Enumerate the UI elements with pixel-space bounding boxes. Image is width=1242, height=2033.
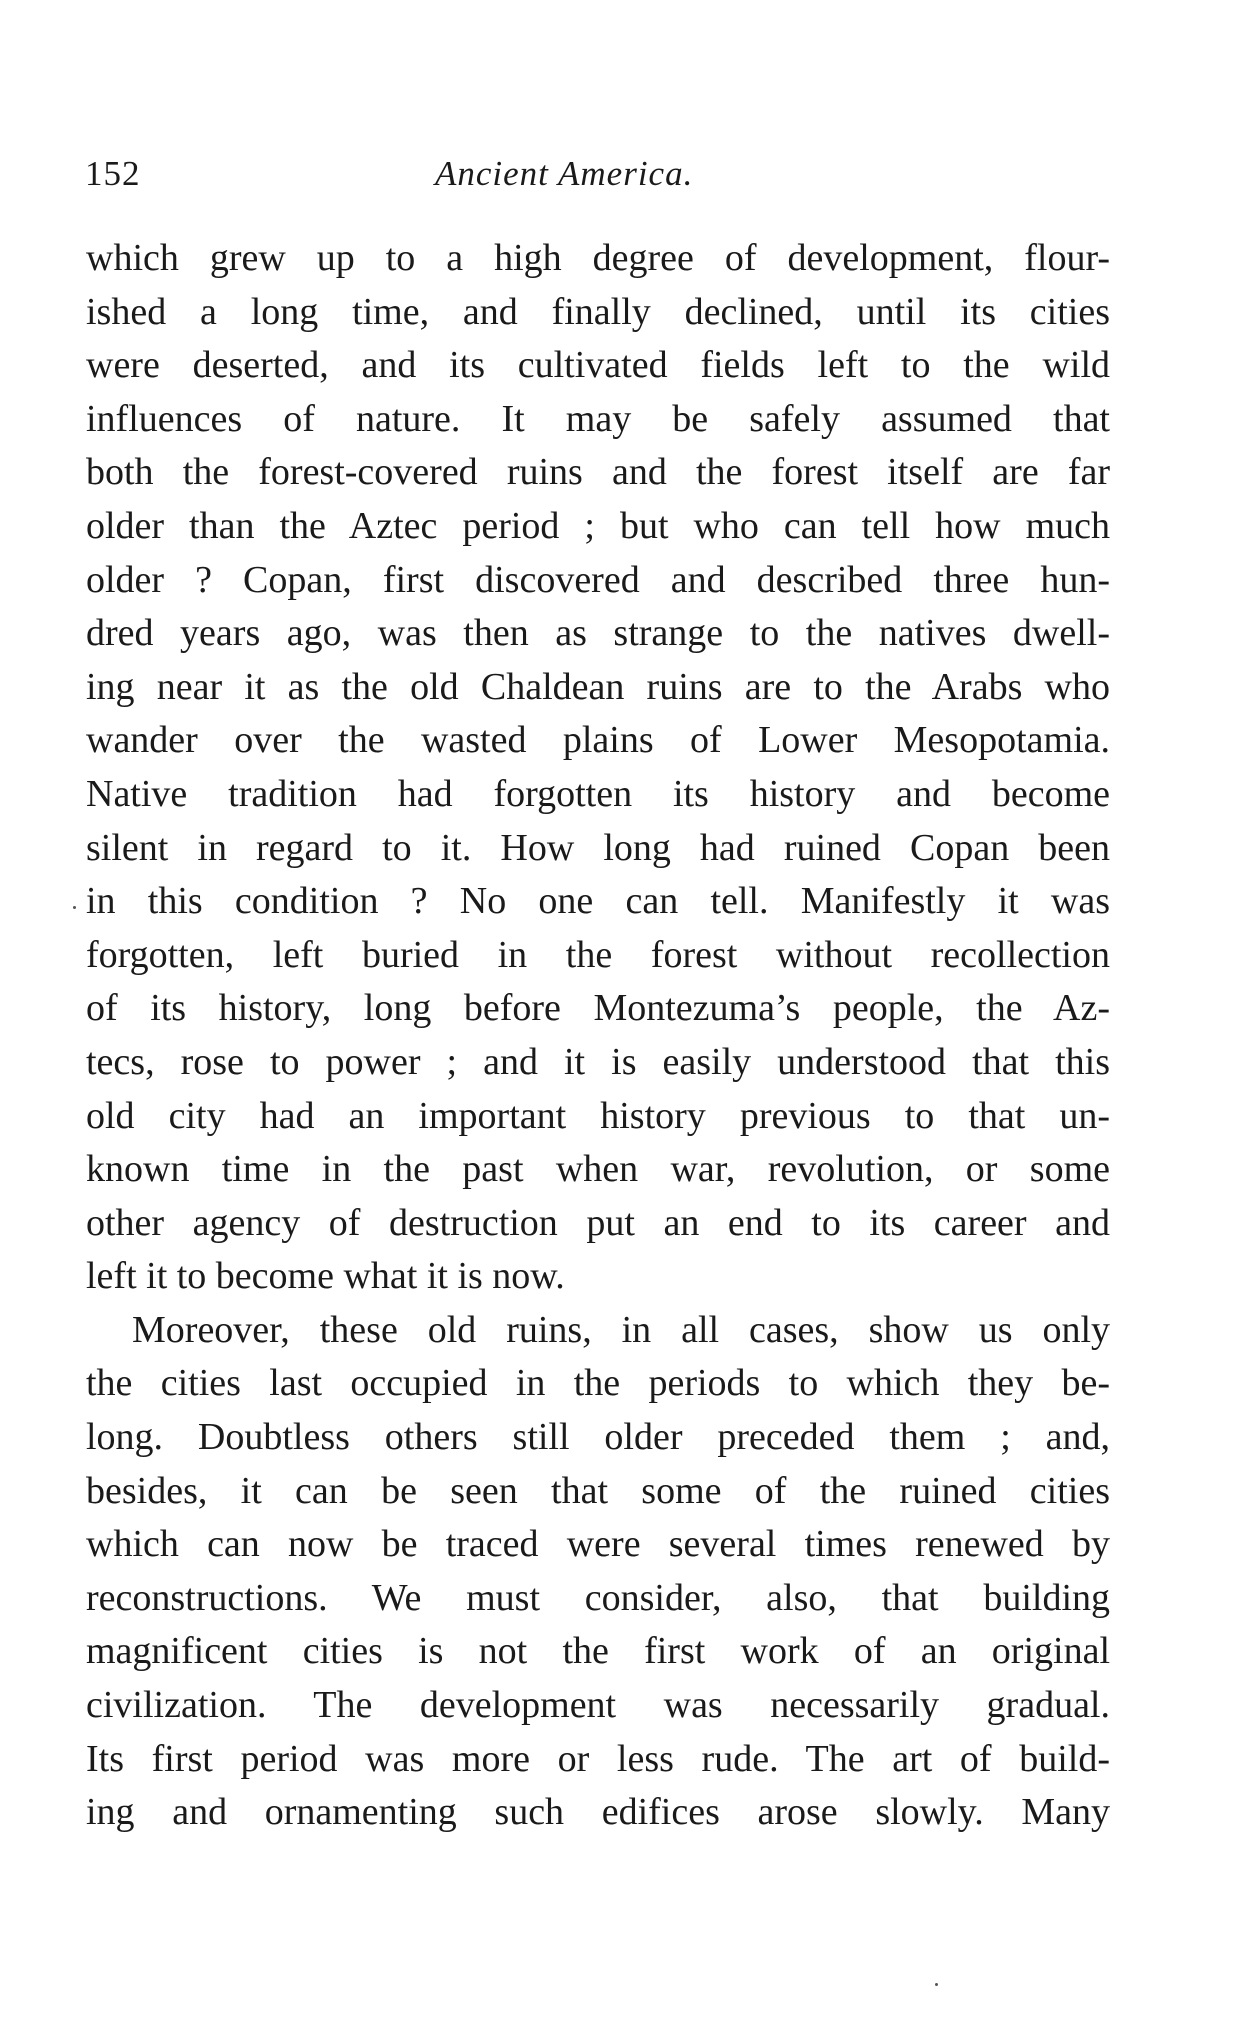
text-line: left it to become what it is now.	[86, 1255, 565, 1298]
text-line: dred years ago, was then as strange to the natives dwell-	[86, 612, 1110, 655]
text-line: Native tradition had forgotten its history and become	[86, 772, 1110, 815]
text-line: reconstructions. We must consider, also, that building	[86, 1576, 1110, 1619]
text-line: which grew up to a high degree of development, flour-	[86, 237, 1110, 279]
text-line: wander over the wasted plains of Lower Mesopotamia.	[86, 719, 1110, 762]
text-line: influences of nature. It may be safely assumed that	[86, 397, 1110, 440]
body-text	[86, 232, 1110, 1840]
text-line: known time in the past when war, revolution, or some	[86, 1148, 1110, 1191]
paragraph-2	[86, 1304, 1110, 1840]
text-line: older ? Copan, first discovered and described three hun-	[86, 558, 1110, 601]
text-line: old city had an important history previous to that un-	[86, 1094, 1110, 1137]
text-line: ing near it as the old Chaldean ruins are to the Arabs who	[86, 665, 1110, 708]
print-speck	[73, 906, 76, 909]
text-line: of its history, long before Montezuma’s people, the Az-	[86, 987, 1110, 1030]
text-line: Moreover, these old ruins, in all cases, show us only	[132, 1308, 1110, 1351]
text-line: were deserted, and its cultivated fields left to the wild	[86, 344, 1110, 387]
text-line: which can now be traced were several times renewed by	[86, 1523, 1110, 1566]
text-line: civilization. The development was necessarily gradual.	[86, 1684, 1110, 1727]
text-line: forgotten, left buried in the forest without recollection	[86, 933, 1110, 976]
text-line: Its first period was more or less rude. The art of build-	[86, 1737, 1110, 1780]
running-head	[85, 150, 1112, 198]
text-line: ing and ornamenting such edifices arose slowly. Many	[86, 1791, 1110, 1834]
text-line: tecs, rose to power ; and it is easily understood that this	[86, 1040, 1110, 1083]
text-line: older than the Aztec period ; but who can tell how much	[86, 504, 1110, 547]
text-line: besides, it can be seen that some of the ruined cities	[86, 1469, 1110, 1512]
print-speck	[935, 1983, 938, 1986]
text-line: in this condition ? No one can tell. Manifestly it was	[86, 880, 1110, 923]
page-number: 152	[85, 154, 141, 193]
text-line: other agency of destruction put an end to its career and	[86, 1201, 1110, 1244]
running-title: Ancient America.	[435, 154, 694, 193]
text-line: long. Doubtless others still older preceded them ; and,	[86, 1416, 1110, 1459]
text-line: ished a long time, and finally declined, until its cities	[86, 290, 1110, 333]
text-line: silent in regard to it. How long had ruined Copan been	[86, 826, 1110, 869]
paragraph-1	[86, 232, 1110, 1304]
text-line: both the forest-covered ruins and the forest itself are far	[86, 451, 1110, 494]
text-line: the cities last occupied in the periods to which they be-	[86, 1362, 1110, 1405]
text-line: magnificent cities is not the first work of an original	[86, 1630, 1110, 1673]
